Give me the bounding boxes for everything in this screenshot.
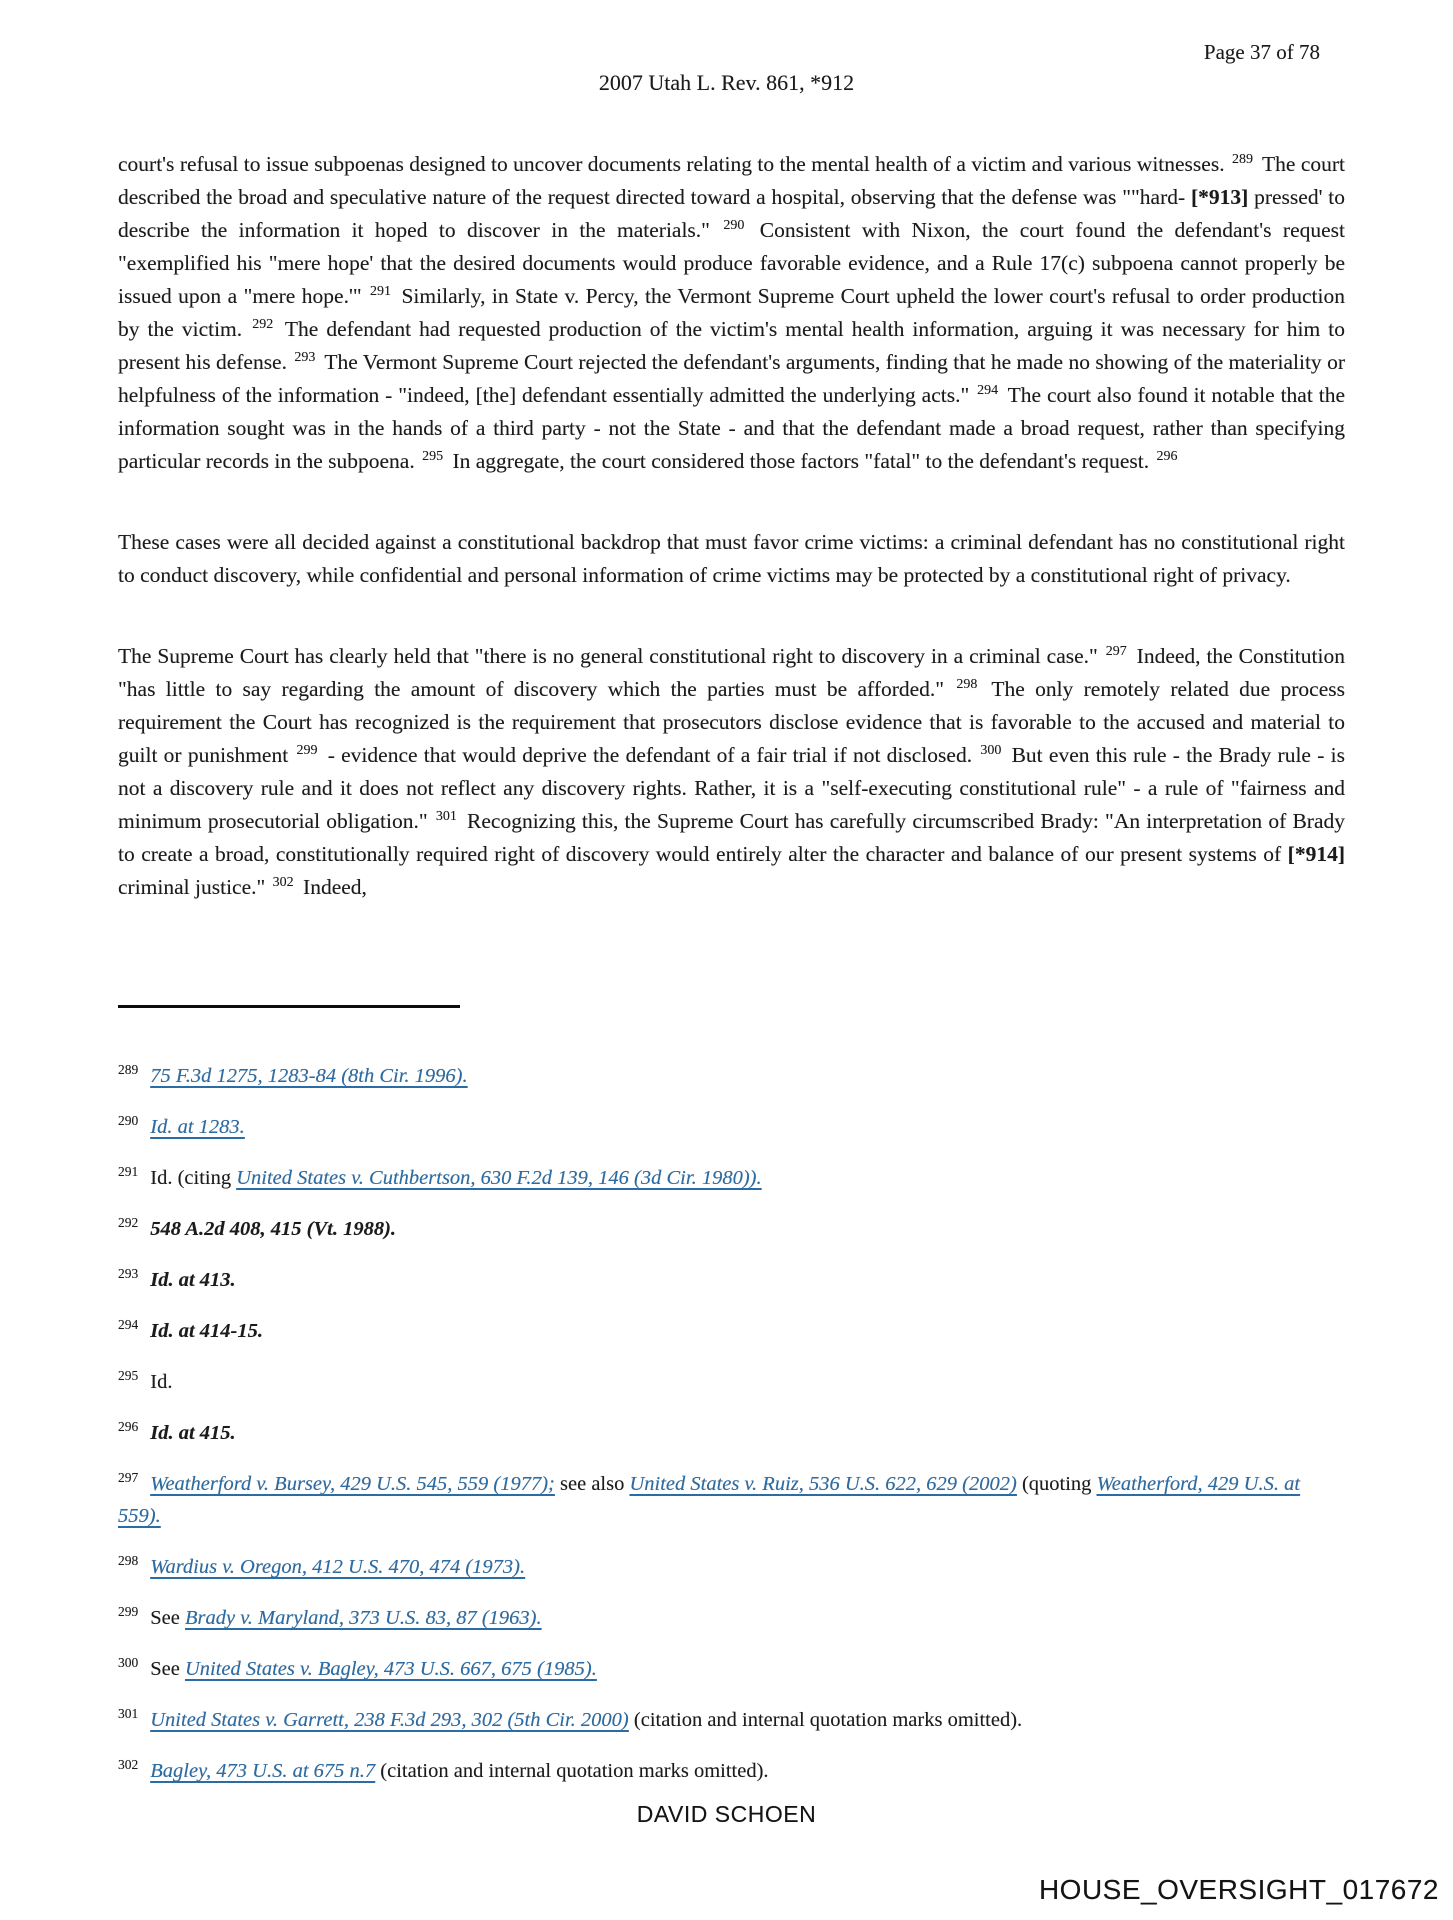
footnote-number: 296 (118, 1419, 139, 1435)
footnote (118, 1111, 1345, 1143)
text-run: Indeed, (297, 875, 367, 899)
footnote-separator (118, 1005, 460, 1008)
citation-link[interactable]: Brady v. Maryland, 373 U.S. 83, 87 (1963). (184, 1607, 542, 1629)
footnote-reference: 302 (272, 874, 294, 890)
footnote-number: 301 (118, 1706, 139, 1722)
footnote (118, 1602, 1345, 1634)
footnote-number: 290 (118, 1113, 139, 1129)
footnote-number: 289 (118, 1062, 139, 1078)
footnote-text (150, 1760, 768, 1782)
text-run: court's refusal to issue subpoenas designed to uncover documents relating to the mental health of a victim and various witnesses. (118, 152, 1230, 176)
citation-link[interactable]: Weatherford, 429 U.S. at 559). (118, 1473, 1301, 1527)
text-run: But even this rule - the Brady rule - is not a discovery rule and it does not reflect any discovery rights. Rather, it is a "self-executing constitutional rule" - a rule of "fairness and minimum prosecutorial obligation." (118, 743, 1345, 833)
text-run: See (150, 1607, 185, 1629)
footnote-reference: 300 (980, 742, 1002, 758)
text-run: Consistent with Nixon, the court found the defendant's request "exemplified his "mere hope' that the desired documents would produce favorable evidence, and a Rule 17(c) subpoena cannot properly be issued upon a "mere hope.'" (118, 218, 1345, 308)
citation-link[interactable]: Bagley, 473 U.S. at 675 n.7 (150, 1760, 376, 1782)
footnote (118, 1264, 1345, 1296)
bates-number: HOUSE_OVERSIGHT_017672 (1038, 1874, 1439, 1905)
footnote (118, 1315, 1345, 1347)
footnote-number: 299 (118, 1604, 139, 1620)
footnote-reference: 296 (1156, 448, 1178, 464)
text-run: (citation and internal quotation marks omitted). (375, 1760, 769, 1782)
footnote-number: 297 (118, 1470, 139, 1486)
body-paragraph-1 (118, 148, 1345, 478)
footnote-text (118, 1473, 1300, 1527)
citation-link[interactable]: Wardius v. Oregon, 412 U.S. 470, 474 (1973). (150, 1556, 526, 1578)
text-run: Id. at 415. (150, 1422, 236, 1444)
text-run: Similarly, in State v. Percy, the Vermont Supreme Court upheld the lower court's refusal to order production by the victim. (118, 284, 1345, 341)
text-run: (quoting (1016, 1473, 1097, 1495)
text-run: - evidence that would deprive the defendant of a fair trial if not disclosed. (321, 743, 979, 767)
text-run: See (150, 1658, 185, 1680)
footnote (118, 1755, 1345, 1787)
footnote (118, 1653, 1345, 1685)
footnote-text (150, 1269, 235, 1291)
text-run: The defendant had requested production of the victim's mental health information, arguing it was necessary for him to present his defense. (118, 317, 1346, 374)
footnote (118, 1366, 1345, 1398)
text-run: In aggregate, the court considered those factors "fatal" to the defendant's request. (447, 449, 1155, 473)
footnote-text (150, 1065, 467, 1087)
footnote-text (150, 1556, 525, 1578)
citation-link[interactable]: United States v. Ruiz, 536 U.S. 622, 629 (2002) (629, 1473, 1017, 1495)
citation-link[interactable]: United States v. Bagley, 473 U.S. 667, 675 (1985). (184, 1658, 597, 1680)
footnote-number: 300 (118, 1655, 139, 1671)
text-run: Id. (citing (150, 1167, 237, 1189)
footnote-reference: 301 (435, 808, 457, 824)
author-name: DAVID SCHOEN (636, 1801, 817, 1827)
body-paragraph-3 (118, 640, 1345, 904)
footnote-text (150, 1607, 541, 1629)
text-run: Recognizing this, the Supreme Court has carefully circumscribed Brady: "An interpretation of Brady to create a broad, constitutionally required right of discovery would entirely alter the character and balance of our present systems of (118, 809, 1345, 866)
text-run: The court also found it notable that the information sought was in the hands of a third party - not the State - and that the defendant made a broad request, rather than specifying particular records in the subpoena. (118, 383, 1345, 473)
text-run: The Vermont Supreme Court rejected the defendant's arguments, finding that he made no showing of the materiality or helpfulness of the information - "indeed, [the] defendant essentially admitted the underlying acts." (118, 350, 1345, 407)
text-run: Id. at 414-15. (150, 1320, 263, 1342)
footnote-number: 302 (118, 1757, 139, 1773)
footnote-text (150, 1371, 172, 1393)
footnote-reference: 298 (956, 676, 978, 692)
text-run: 548 A.2d 408, 415 (Vt. 1988). (150, 1218, 397, 1240)
text-run: see also (554, 1473, 630, 1495)
footnote-text (150, 1422, 235, 1444)
text-run: [*913] (1190, 185, 1249, 209)
footnote-reference: 299 (296, 742, 318, 758)
document-title: 2007 Utah L. Rev. 861, *912 (598, 70, 855, 95)
footnote-text (150, 1116, 245, 1138)
footnote (118, 1704, 1345, 1736)
text-run: criminal justice." (118, 875, 271, 899)
text-run: These cases were all decided against a constitutional backdrop that must favor crime victims: a criminal defendant has no constitutional right to conduct discovery, while confidential and personal information of crime victims may be protected by a constitutional right of privacy. (118, 530, 1345, 587)
text-run: Id. (150, 1371, 173, 1393)
citation-link[interactable]: United States v. Garrett, 238 F.3d 293, 302 (5th Cir. 2000) (150, 1709, 629, 1731)
document-body (118, 148, 1345, 952)
page-number: Page 37 of 78 (1203, 40, 1320, 64)
text-run: pressed' to describe the information it hoped to discover in the materials." (118, 185, 1345, 242)
citation-link[interactable]: Id. at 1283. (150, 1116, 245, 1138)
footnote-reference: 293 (294, 349, 316, 365)
footnote-text (150, 1218, 396, 1240)
footnote-text (150, 1167, 761, 1189)
citation-link[interactable]: 75 F.3d 1275, 1283-84 (8th Cir. 1996). (150, 1065, 468, 1087)
footnote-number: 298 (118, 1553, 139, 1569)
text-run: [*914] (1287, 842, 1345, 866)
citation-link[interactable]: United States v. Cuthbertson, 630 F.2d 139, 146 (3d Cir. 1980)). (236, 1167, 762, 1189)
footnote-text (150, 1658, 597, 1680)
footnote-reference: 290 (723, 217, 745, 233)
footnote-text (150, 1709, 1022, 1731)
footnote-reference: 289 (1231, 151, 1253, 167)
footnote-reference: 291 (370, 283, 392, 299)
footnote (118, 1417, 1345, 1449)
text-run: Id. at 413. (150, 1269, 236, 1291)
footnote-number: 295 (118, 1368, 139, 1384)
footnote-list (118, 1060, 1345, 1787)
footnote-number: 293 (118, 1266, 139, 1282)
citation-link[interactable]: Weatherford v. Bursey, 429 U.S. 545, 559 (1977); (150, 1473, 555, 1495)
footnotes-section (118, 1005, 1345, 1806)
footnote (118, 1468, 1345, 1532)
footnote-reference: 294 (977, 382, 999, 398)
text-run: Indeed, the Constitution "has little to say regarding the amount of discovery which the parties must be afforded." (118, 644, 1345, 701)
text-run: (citation and internal quotation marks omitted). (628, 1709, 1023, 1731)
footnote-reference: 295 (422, 448, 444, 464)
footnote-number: 292 (118, 1215, 139, 1231)
footnote (118, 1551, 1345, 1583)
footnote (118, 1060, 1345, 1092)
body-paragraph-2 (118, 526, 1345, 592)
footnote (118, 1213, 1345, 1245)
text-run: The Supreme Court has clearly held that "there is no general constitutional right to discovery in a criminal case." (118, 644, 1104, 668)
text-run: The only remotely related due process requirement the Court has recognized is the requirement that prosecutors disclose evidence that is favorable to the accused and material to guilt or punishment (118, 677, 1345, 767)
footnote (118, 1162, 1345, 1194)
footnote-reference: 297 (1105, 643, 1127, 659)
text-run: The court described the broad and speculative nature of the request directed toward a hospital, observing that the defense was ""hard- (118, 152, 1346, 209)
footnote-reference: 292 (252, 316, 274, 332)
footnote-text (150, 1320, 263, 1342)
footnote-number: 294 (118, 1317, 139, 1333)
footnote-number: 291 (118, 1164, 139, 1180)
